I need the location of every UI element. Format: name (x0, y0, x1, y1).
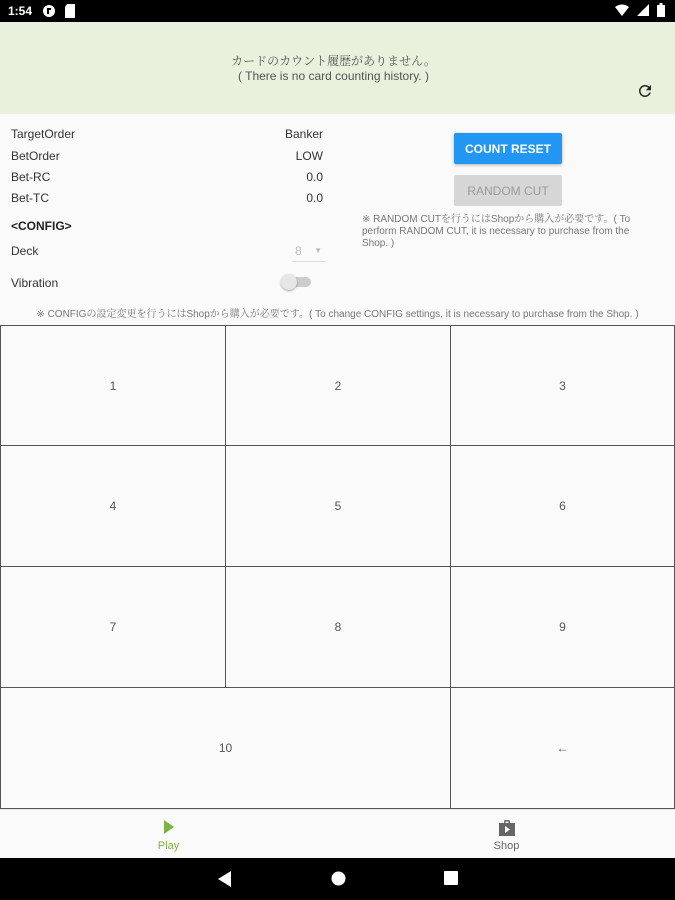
random-cut-note: ※ RANDOM CUTを行うにはShopから購入が必要です。( To perform RANDOM CUT, it is necessary to purchase from the Shop. ) (362, 214, 631, 249)
config-note: ※ CONFIGの設定変更を行うにはShopから購入が必要です。( To change CONFIG settings, it is necessary to purchase from the Shop. ) (36, 309, 639, 320)
bottom-navigation (0, 809, 675, 858)
target-order-row (0, 127, 330, 143)
key-10[interactable]: 10 (0, 687, 451, 809)
signal-icon (637, 4, 649, 19)
bet-tc-label: Bet-TC (11, 191, 50, 205)
shop-bag-icon (498, 820, 516, 841)
sd-card-icon (64, 4, 76, 21)
count-reset-button[interactable]: COUNT RESET (454, 133, 562, 164)
target-order-value: Banker (284, 127, 323, 141)
key-7[interactable]: 7 (0, 566, 226, 688)
back-icon[interactable] (218, 871, 232, 892)
history-message-jp: カードのカウント履歴がありません。 (231, 54, 436, 68)
bet-rc-value: 0.0 (306, 170, 323, 184)
wifi-icon (615, 4, 629, 19)
battery-icon (657, 3, 665, 20)
deck-select-value: 8 (295, 244, 302, 258)
system-navigation-bar (0, 858, 675, 900)
backspace-key[interactable]: ← (450, 687, 675, 809)
vibration-label: Vibration (11, 276, 59, 290)
bet-tc-value: 0.0 (306, 191, 323, 205)
config-title: <CONFIG> (11, 219, 72, 233)
nav-play[interactable] (0, 810, 337, 859)
refresh-icon[interactable] (636, 82, 654, 100)
key-9[interactable]: 9 (450, 566, 675, 688)
bet-order-label: BetOrder (11, 149, 60, 163)
bet-tc-row (0, 191, 330, 207)
bet-order-row (0, 149, 330, 165)
count-history-banner (0, 22, 675, 114)
bet-order-value: LOW (295, 149, 323, 163)
status-bar (0, 0, 675, 22)
play-icon (163, 820, 175, 839)
recents-icon[interactable] (444, 871, 458, 890)
key-3[interactable]: 3 (450, 325, 675, 446)
nav-shop-label: Shop (493, 840, 520, 852)
home-icon[interactable] (331, 871, 346, 891)
chevron-down-icon: ▼ (314, 246, 322, 255)
app-notification-icon (42, 4, 56, 21)
random-cut-button[interactable]: RANDOM CUT (454, 175, 562, 206)
status-right-icons (615, 3, 665, 20)
vibration-toggle[interactable] (281, 274, 313, 290)
card-keypad (0, 325, 675, 809)
key-1[interactable]: 1 (0, 325, 226, 446)
target-order-label: TargetOrder (11, 127, 76, 141)
deck-select[interactable] (292, 240, 326, 262)
key-2[interactable]: 2 (225, 325, 451, 446)
key-4[interactable]: 4 (0, 445, 226, 567)
nav-shop[interactable] (338, 810, 675, 859)
bet-rc-label: Bet-RC (11, 170, 51, 184)
history-message-en: ( There is no card counting history. ) (238, 69, 429, 83)
key-6[interactable]: 6 (450, 445, 675, 567)
status-time: 1:54 (8, 4, 33, 18)
nav-play-label: Play (157, 840, 180, 852)
deck-label: Deck (11, 244, 39, 258)
history-message (0, 54, 675, 84)
bet-rc-row (0, 170, 330, 186)
key-5[interactable]: 5 (225, 445, 451, 567)
toggle-thumb (281, 274, 297, 290)
key-8[interactable]: 8 (225, 566, 451, 688)
